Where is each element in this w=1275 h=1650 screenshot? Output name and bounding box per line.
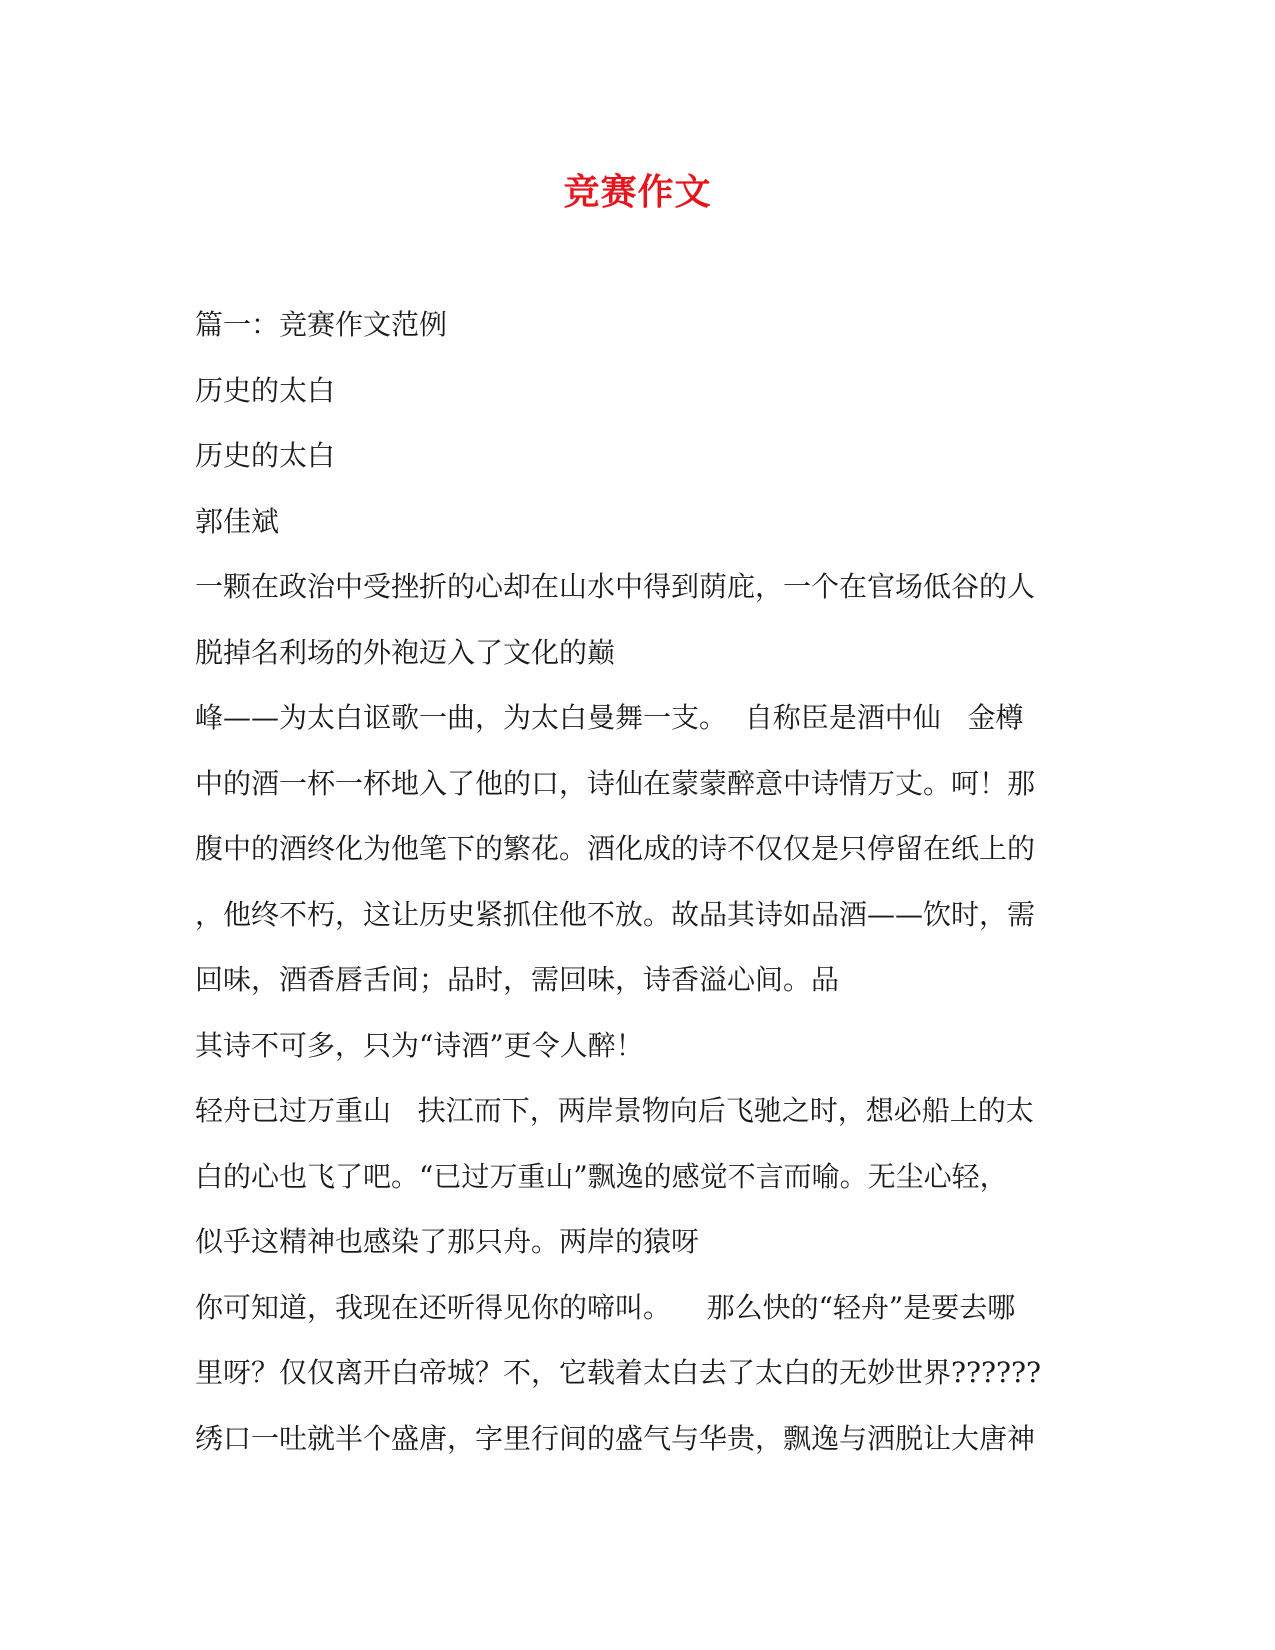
body-line: ，他终不朽，这让历史紧抓住他不放。故品其诗如品酒——饮时，需 [195, 897, 1036, 931]
body-line: 峰——为太白讴歌一曲，为太白曼舞一支。 自称臣是酒中仙 金樽 [195, 701, 1024, 734]
body-line: 白的心也飞了吧。“已过万重山”飘逸的感觉不言而喻。无尘心轻， [195, 1159, 1008, 1193]
body-line: 一颗在政治中受挫折的心却在山水中得到荫庇，一个在官场低谷的人 [195, 570, 1036, 603]
body-line: 中的酒一杯一杯地入了他的口，诗仙在蒙蒙醉意中诗情万丈。呵！那 [195, 766, 1036, 800]
body-line: 你可知道，我现在还听得见你的啼叫。 那么快的“轻舟”是要去哪 [195, 1290, 1016, 1324]
body-line: 回味，酒香唇舌间；品时，需回味，诗香溢心间。品 [195, 963, 840, 996]
document-title: 竞赛作文 [563, 171, 712, 213]
essay-title: 历史的太白 [195, 373, 336, 407]
body-line: 腹中的酒终化为他笔下的繁花。酒化成的诗不仅仅是只停留在纸上的 [195, 832, 1036, 865]
body-line: 轻舟已过万重山 扶江而下，两岸景物向后飞驰之时，想必船上的太 [195, 1094, 1034, 1127]
body-line: 绣口一吐就半个盛唐，字里行间的盛气与华贵，飘逸与洒脱让大唐神 [195, 1421, 1036, 1455]
body-line: 其诗不可多，只为“诗酒”更令人醉！ [195, 1028, 644, 1062]
body-line: 脱掉名利场的外袍迈入了文化的巅 [195, 635, 616, 669]
document-body [195, 292, 1075, 1471]
body-line: 似乎这精神也感染了那只舟。两岸的猿呀 [195, 1225, 700, 1258]
author-name: 郭佳斌 [195, 504, 280, 538]
essay-title-repeat: 历史的太白 [195, 439, 336, 472]
body-line: 里呀？仅仅离开白帝城？不，它载着太白去了太白的无妙世界?????? [195, 1356, 1042, 1389]
section-heading: 篇一：竞赛作文范例 [195, 308, 448, 341]
